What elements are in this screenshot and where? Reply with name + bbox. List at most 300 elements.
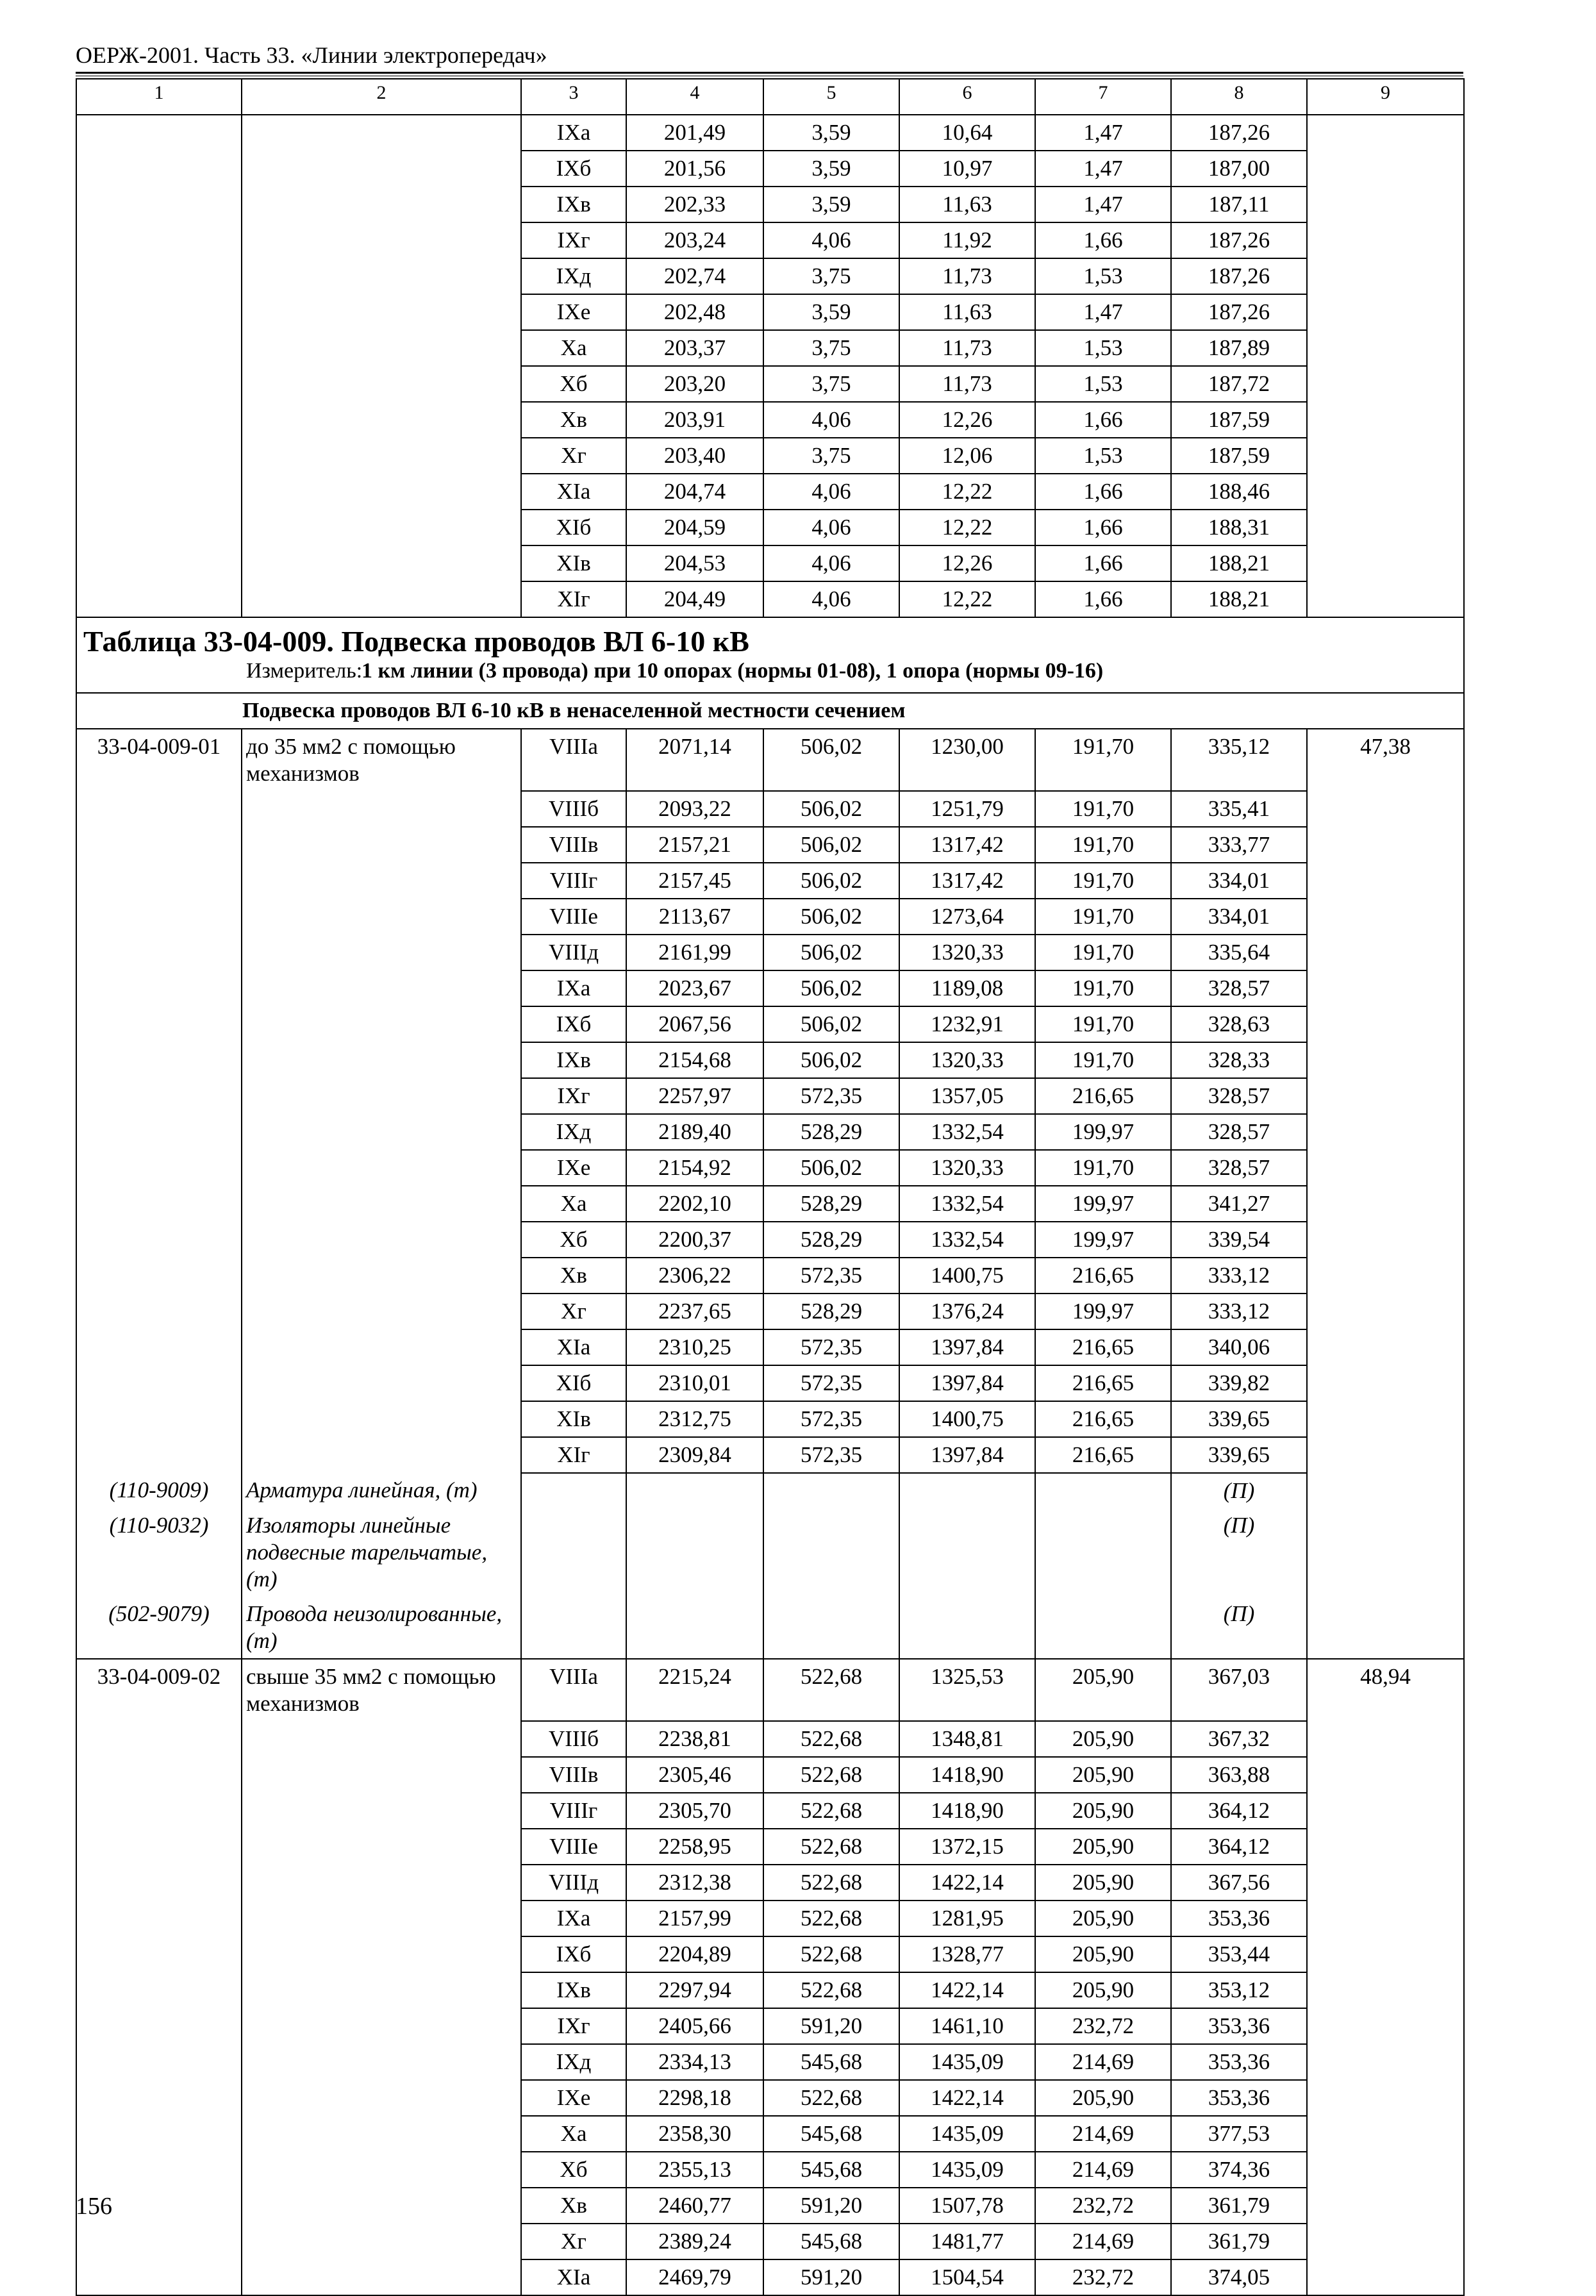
- value-cell: 506,02: [763, 1042, 899, 1078]
- value-cell: 545,68: [763, 2224, 899, 2259]
- column-number: 1: [76, 79, 242, 115]
- value-cell: 191,70: [1035, 863, 1171, 899]
- table-row: [76, 581, 1464, 617]
- value-cell: 522,68: [763, 1972, 899, 2008]
- value-cell: 2202,10: [626, 1186, 763, 1222]
- col9-cell: [1307, 2152, 1464, 2188]
- norm-code-cell: [76, 1936, 242, 1972]
- value-cell: 334,01: [1171, 899, 1307, 935]
- value-cell: 191,70: [1035, 970, 1171, 1006]
- zone-cell: VIIIг: [521, 863, 626, 899]
- zone-cell: IXг: [521, 1078, 626, 1114]
- norm-description-cell: [242, 1365, 521, 1401]
- table-row: [76, 222, 1464, 258]
- value-cell: 199,97: [1035, 1222, 1171, 1258]
- table-row: [76, 2224, 1464, 2259]
- value-cell: 214,69: [1035, 2152, 1171, 2188]
- zone-cell: Xг: [521, 1294, 626, 1329]
- material-code: (502-9079): [76, 1597, 242, 1659]
- value-cell: 591,20: [763, 2188, 899, 2224]
- norm-description-cell: [242, 330, 521, 366]
- empty-cell: [521, 1508, 626, 1597]
- col9-cell: [1307, 1222, 1464, 1258]
- value-cell: 572,35: [763, 1329, 899, 1365]
- value-cell: 335,41: [1171, 791, 1307, 827]
- value-cell: 506,02: [763, 791, 899, 827]
- value-cell: 3,75: [763, 438, 899, 474]
- value-cell: 1,47: [1035, 294, 1171, 330]
- section-title: Подвеска проводов ВЛ 6-10 кВ в ненаселенной местности сечением: [76, 693, 1464, 729]
- value-cell: 203,91: [626, 402, 763, 438]
- empty-cell: [899, 1508, 1035, 1597]
- value-cell: 1435,09: [899, 2044, 1035, 2080]
- norm-code-cell: [76, 402, 242, 438]
- table-title-row: [76, 617, 1464, 693]
- material-name: Изоляторы линейные подвесные тарельчатые, (т): [242, 1508, 521, 1597]
- norm-description-cell: [242, 2224, 521, 2259]
- table-row: [76, 330, 1464, 366]
- value-cell: 214,69: [1035, 2116, 1171, 2152]
- table-row: [76, 2044, 1464, 2080]
- zone-cell: Xв: [521, 1258, 626, 1294]
- col9-cell: [1307, 187, 1464, 222]
- col9-cell: [1307, 1150, 1464, 1186]
- norm-code-cell: [76, 1901, 242, 1936]
- value-cell: 572,35: [763, 1401, 899, 1437]
- value-cell: 363,88: [1171, 1757, 1307, 1793]
- value-cell: 522,68: [763, 1901, 899, 1936]
- value-cell: 191,70: [1035, 899, 1171, 935]
- zone-cell: IXа: [521, 115, 626, 151]
- value-cell: 328,57: [1171, 1150, 1307, 1186]
- table-row: [76, 2116, 1464, 2152]
- value-cell: 1281,95: [899, 1901, 1035, 1936]
- col9-cell: [1307, 1258, 1464, 1294]
- value-cell: 2405,66: [626, 2008, 763, 2044]
- norm-code-cell: [76, 2224, 242, 2259]
- zone-cell: XIа: [521, 474, 626, 510]
- value-cell: 572,35: [763, 1078, 899, 1114]
- value-cell: 188,21: [1171, 545, 1307, 581]
- value-cell: 12,22: [899, 474, 1035, 510]
- value-cell: 1,66: [1035, 222, 1171, 258]
- norm-code-cell: [76, 1294, 242, 1329]
- value-cell: 204,53: [626, 545, 763, 581]
- value-cell: 203,40: [626, 438, 763, 474]
- value-cell: 216,65: [1035, 1078, 1171, 1114]
- value-cell: 2309,84: [626, 1437, 763, 1473]
- norm-description-cell: [242, 1258, 521, 1294]
- norm-description-cell: [242, 1437, 521, 1473]
- value-cell: 1397,84: [899, 1365, 1035, 1401]
- value-cell: 591,20: [763, 2008, 899, 2044]
- col9-cell: [1307, 1793, 1464, 1829]
- value-cell: 1189,08: [899, 970, 1035, 1006]
- col9-cell: [1307, 2044, 1464, 2080]
- value-cell: 528,29: [763, 1294, 899, 1329]
- value-cell: 374,05: [1171, 2259, 1307, 2295]
- zone-cell: VIIIв: [521, 827, 626, 863]
- norm-description-cell: [242, 791, 521, 827]
- table-title: Таблица 33-04-009. Подвеска проводов ВЛ 6-10 кВ: [83, 625, 749, 658]
- norm-code-cell: [76, 2259, 242, 2295]
- value-cell: 339,82: [1171, 1365, 1307, 1401]
- value-cell: 3,59: [763, 151, 899, 187]
- col9-cell: [1307, 2008, 1464, 2044]
- norm-code-cell: [76, 827, 242, 863]
- value-cell: 205,90: [1035, 1829, 1171, 1865]
- col9-cell: [1307, 827, 1464, 863]
- norm-code-cell: [76, 1793, 242, 1829]
- col9-cell: [1307, 970, 1464, 1006]
- value-cell: 339,65: [1171, 1437, 1307, 1473]
- zone-cell: XIв: [521, 1401, 626, 1437]
- value-cell: 353,36: [1171, 1901, 1307, 1936]
- value-cell: 3,75: [763, 330, 899, 366]
- material-name: Арматура линейная, (т): [242, 1473, 521, 1508]
- value-cell: 1481,77: [899, 2224, 1035, 2259]
- value-cell: 1332,54: [899, 1114, 1035, 1150]
- norm-description-cell: [242, 1865, 521, 1901]
- value-cell: 191,70: [1035, 827, 1171, 863]
- value-cell: 2157,21: [626, 827, 763, 863]
- material-code: (110-9032): [76, 1508, 242, 1597]
- zone-cell: IXб: [521, 1936, 626, 1972]
- col9-cell: [1307, 1042, 1464, 1078]
- norm-code-cell: [76, 1365, 242, 1401]
- value-cell: 2200,37: [626, 1222, 763, 1258]
- value-cell: 545,68: [763, 2044, 899, 2080]
- empty-cell: [899, 1473, 1035, 1508]
- value-cell: 2154,68: [626, 1042, 763, 1078]
- norm-code-cell: [76, 1078, 242, 1114]
- norm-code-cell: [76, 187, 242, 222]
- value-cell: 328,57: [1171, 1114, 1307, 1150]
- value-cell: 214,69: [1035, 2224, 1171, 2259]
- norm-code-cell: [76, 1150, 242, 1186]
- value-cell: 328,33: [1171, 1042, 1307, 1078]
- value-cell: 1422,14: [899, 1972, 1035, 2008]
- value-cell: 572,35: [763, 1258, 899, 1294]
- value-cell: 328,63: [1171, 1006, 1307, 1042]
- empty-cell: [626, 1508, 763, 1597]
- value-cell: 335,12: [1171, 729, 1307, 791]
- column-number: 2: [242, 79, 521, 115]
- value-cell: 328,57: [1171, 970, 1307, 1006]
- col9-cell: [1307, 2259, 1464, 2295]
- value-cell: 10,97: [899, 151, 1035, 187]
- zone-cell: VIIIб: [521, 1721, 626, 1757]
- value-cell: 1320,33: [899, 935, 1035, 970]
- value-cell: 335,64: [1171, 935, 1307, 970]
- material-name: Провода неизолированные, (т): [242, 1597, 521, 1659]
- column-number-row: [76, 79, 1464, 115]
- value-cell: 1,66: [1035, 474, 1171, 510]
- value-cell: 2310,01: [626, 1365, 763, 1401]
- table-row: [76, 1294, 1464, 1329]
- zone-cell: Xв: [521, 402, 626, 438]
- page-header: ОЕРЖ-2001. Часть 33. «Линии электропередач»: [76, 42, 547, 68]
- value-cell: 2204,89: [626, 1936, 763, 1972]
- value-cell: 1,47: [1035, 187, 1171, 222]
- table-row: [76, 1042, 1464, 1078]
- value-cell: 187,59: [1171, 438, 1307, 474]
- norm-description-cell: [242, 402, 521, 438]
- zone-cell: IXг: [521, 2008, 626, 2044]
- table-row: [76, 366, 1464, 402]
- value-cell: 1328,77: [899, 1936, 1035, 1972]
- table-row: [76, 2080, 1464, 2116]
- value-cell: 12,26: [899, 402, 1035, 438]
- zone-cell: Xа: [521, 2116, 626, 2152]
- norm-description-cell: [242, 1294, 521, 1329]
- value-cell: 205,90: [1035, 1757, 1171, 1793]
- norm-code-cell: [76, 222, 242, 258]
- value-cell: 12,06: [899, 438, 1035, 474]
- value-cell: 2067,56: [626, 1006, 763, 1042]
- value-cell: 216,65: [1035, 1258, 1171, 1294]
- table-row: [76, 1186, 1464, 1222]
- norm-code-cell: [76, 1721, 242, 1757]
- zone-cell: VIIIд: [521, 935, 626, 970]
- value-cell: 1422,14: [899, 2080, 1035, 2116]
- value-cell: 1,53: [1035, 258, 1171, 294]
- col9-cell: [1307, 1721, 1464, 1757]
- zone-cell: VIIIг: [521, 1793, 626, 1829]
- norm-code-cell: [76, 438, 242, 474]
- zone-cell: XIа: [521, 1329, 626, 1365]
- table-row: [76, 1829, 1464, 1865]
- value-cell: 4,06: [763, 402, 899, 438]
- col9-cell: [1307, 935, 1464, 970]
- col9-cell: [1307, 1401, 1464, 1437]
- norm-code-cell: [76, 1329, 242, 1365]
- value-cell: 4,06: [763, 581, 899, 617]
- value-cell: 2297,94: [626, 1972, 763, 2008]
- value-cell: 353,12: [1171, 1972, 1307, 2008]
- zone-cell: IXд: [521, 258, 626, 294]
- table-row: [76, 791, 1464, 827]
- norm-description-cell: [242, 581, 521, 617]
- zone-cell: XIб: [521, 1365, 626, 1401]
- zone-cell: XIг: [521, 581, 626, 617]
- table-row: [76, 1793, 1464, 1829]
- value-cell: 522,68: [763, 2080, 899, 2116]
- zone-cell: XIг: [521, 1437, 626, 1473]
- empty-cell: [626, 1473, 763, 1508]
- value-cell: 364,12: [1171, 1793, 1307, 1829]
- norm-code-cell: [76, 474, 242, 510]
- value-cell: 205,90: [1035, 1659, 1171, 1721]
- value-cell: 1230,00: [899, 729, 1035, 791]
- value-cell: 1251,79: [899, 791, 1035, 827]
- norm-description-cell: [242, 1936, 521, 1972]
- column-number: 4: [626, 79, 763, 115]
- value-cell: 4,06: [763, 510, 899, 545]
- col9-cell: [1307, 510, 1464, 545]
- empty-cell: [521, 1597, 626, 1659]
- value-cell: 353,36: [1171, 2044, 1307, 2080]
- table-row: [76, 2188, 1464, 2224]
- zone-cell: IXе: [521, 2080, 626, 2116]
- value-cell: 187,11: [1171, 187, 1307, 222]
- value-cell: 339,65: [1171, 1401, 1307, 1437]
- empty-cell: [1035, 1597, 1171, 1659]
- value-cell: 367,56: [1171, 1865, 1307, 1901]
- col9-cell: [1307, 1936, 1464, 1972]
- value-cell: 205,90: [1035, 1901, 1171, 1936]
- empty-cell: [763, 1473, 899, 1508]
- norm-description-cell: [242, 1829, 521, 1865]
- table-row: [76, 294, 1464, 330]
- table-row: [76, 1006, 1464, 1042]
- value-cell: 216,65: [1035, 1329, 1171, 1365]
- value-cell: 2154,92: [626, 1150, 763, 1186]
- value-cell: 1,53: [1035, 438, 1171, 474]
- value-cell: 1,47: [1035, 115, 1171, 151]
- value-cell: 522,68: [763, 1865, 899, 1901]
- zone-cell: VIIIе: [521, 899, 626, 935]
- value-cell: 214,69: [1035, 2044, 1171, 2080]
- norm-description-cell: [242, 2259, 521, 2295]
- value-cell: 2310,25: [626, 1329, 763, 1365]
- value-cell: 191,70: [1035, 935, 1171, 970]
- value-cell: 2312,38: [626, 1865, 763, 1901]
- table-row: [76, 1114, 1464, 1150]
- material-row: [76, 1508, 1464, 1597]
- empty-cell: [1307, 1597, 1464, 1659]
- norm-code-cell: [76, 2008, 242, 2044]
- col9-cell: [1307, 1006, 1464, 1042]
- norm-description-cell: [242, 827, 521, 863]
- table-row: [76, 2008, 1464, 2044]
- norm-description-cell: [242, 294, 521, 330]
- value-cell: 191,70: [1035, 1006, 1171, 1042]
- value-cell: 1232,91: [899, 1006, 1035, 1042]
- value-cell: 2023,67: [626, 970, 763, 1006]
- norm-description-cell: [242, 510, 521, 545]
- value-cell: 2312,75: [626, 1401, 763, 1437]
- value-cell: 187,89: [1171, 330, 1307, 366]
- value-cell: 2355,13: [626, 2152, 763, 2188]
- value-cell: 188,46: [1171, 474, 1307, 510]
- value-cell: 191,70: [1035, 791, 1171, 827]
- value-cell: 353,36: [1171, 2008, 1307, 2044]
- norm-description-cell: [242, 187, 521, 222]
- value-cell: 11,73: [899, 258, 1035, 294]
- value-cell: 2334,13: [626, 2044, 763, 2080]
- col9-cell: 47,38: [1307, 729, 1464, 791]
- value-cell: 572,35: [763, 1437, 899, 1473]
- value-cell: 506,02: [763, 863, 899, 899]
- value-cell: 506,02: [763, 935, 899, 970]
- norm-code-cell: [76, 935, 242, 970]
- col9-cell: [1307, 2080, 1464, 2116]
- norm-code-cell: [76, 1972, 242, 2008]
- value-cell: 12,22: [899, 581, 1035, 617]
- value-cell: 334,01: [1171, 863, 1307, 899]
- value-cell: 591,20: [763, 2259, 899, 2295]
- value-cell: 333,77: [1171, 827, 1307, 863]
- value-cell: 333,12: [1171, 1258, 1307, 1294]
- table-row: [76, 187, 1464, 222]
- value-cell: 1400,75: [899, 1258, 1035, 1294]
- norm-code-cell: [76, 545, 242, 581]
- value-cell: 199,97: [1035, 1114, 1171, 1150]
- zone-cell: Xа: [521, 1186, 626, 1222]
- zone-cell: IXв: [521, 1972, 626, 2008]
- norm-description-cell: [242, 899, 521, 935]
- empty-cell: [899, 1597, 1035, 1659]
- value-cell: 1397,84: [899, 1329, 1035, 1365]
- value-cell: 10,64: [899, 115, 1035, 151]
- zone-cell: Xв: [521, 2188, 626, 2224]
- table-row: [76, 935, 1464, 970]
- norm-code-cell: [76, 330, 242, 366]
- value-cell: 2305,46: [626, 1757, 763, 1793]
- norm-description-cell: до 35 мм2 с помощью механизмов: [242, 729, 521, 791]
- value-cell: 205,90: [1035, 1972, 1171, 2008]
- norm-code-cell: [76, 899, 242, 935]
- zone-cell: IXе: [521, 294, 626, 330]
- table-row: [76, 1222, 1464, 1258]
- value-cell: 187,59: [1171, 402, 1307, 438]
- value-cell: 2093,22: [626, 791, 763, 827]
- value-cell: 2157,99: [626, 1901, 763, 1936]
- table-row: [76, 2152, 1464, 2188]
- value-cell: 2389,24: [626, 2224, 763, 2259]
- value-cell: 353,36: [1171, 2080, 1307, 2116]
- value-cell: 528,29: [763, 1222, 899, 1258]
- column-number: 3: [521, 79, 626, 115]
- zone-cell: Xб: [521, 2152, 626, 2188]
- norm-code-cell: 33-04-009-02: [76, 1659, 242, 1721]
- col9-cell: [1307, 1829, 1464, 1865]
- value-cell: 1397,84: [899, 1437, 1035, 1473]
- value-cell: 522,68: [763, 1829, 899, 1865]
- table-row: [76, 899, 1464, 935]
- col9-cell: [1307, 1114, 1464, 1150]
- value-cell: 1376,24: [899, 1294, 1035, 1329]
- norm-code-cell: [76, 2080, 242, 2116]
- empty-cell: [763, 1508, 899, 1597]
- table-row: [76, 1150, 1464, 1186]
- value-cell: 1418,90: [899, 1757, 1035, 1793]
- table-row: [76, 151, 1464, 187]
- table-row: [76, 1329, 1464, 1365]
- value-cell: 506,02: [763, 729, 899, 791]
- value-cell: 188,21: [1171, 581, 1307, 617]
- value-cell: 1400,75: [899, 1401, 1035, 1437]
- col9-cell: [1307, 1186, 1464, 1222]
- value-cell: 377,53: [1171, 2116, 1307, 2152]
- value-cell: 11,92: [899, 222, 1035, 258]
- value-cell: 1,66: [1035, 510, 1171, 545]
- col9-cell: [1307, 1294, 1464, 1329]
- value-cell: 522,68: [763, 1936, 899, 1972]
- value-cell: 232,72: [1035, 2259, 1171, 2295]
- col9-cell: [1307, 2116, 1464, 2152]
- value-cell: 361,79: [1171, 2188, 1307, 2224]
- norm-code-cell: [76, 2152, 242, 2188]
- value-cell: 1,66: [1035, 581, 1171, 617]
- zone-cell: VIIIб: [521, 791, 626, 827]
- table-row: [76, 545, 1464, 581]
- value-cell: 1320,33: [899, 1150, 1035, 1186]
- value-cell: 506,02: [763, 1006, 899, 1042]
- value-cell: 2306,22: [626, 1258, 763, 1294]
- value-cell: 3,75: [763, 366, 899, 402]
